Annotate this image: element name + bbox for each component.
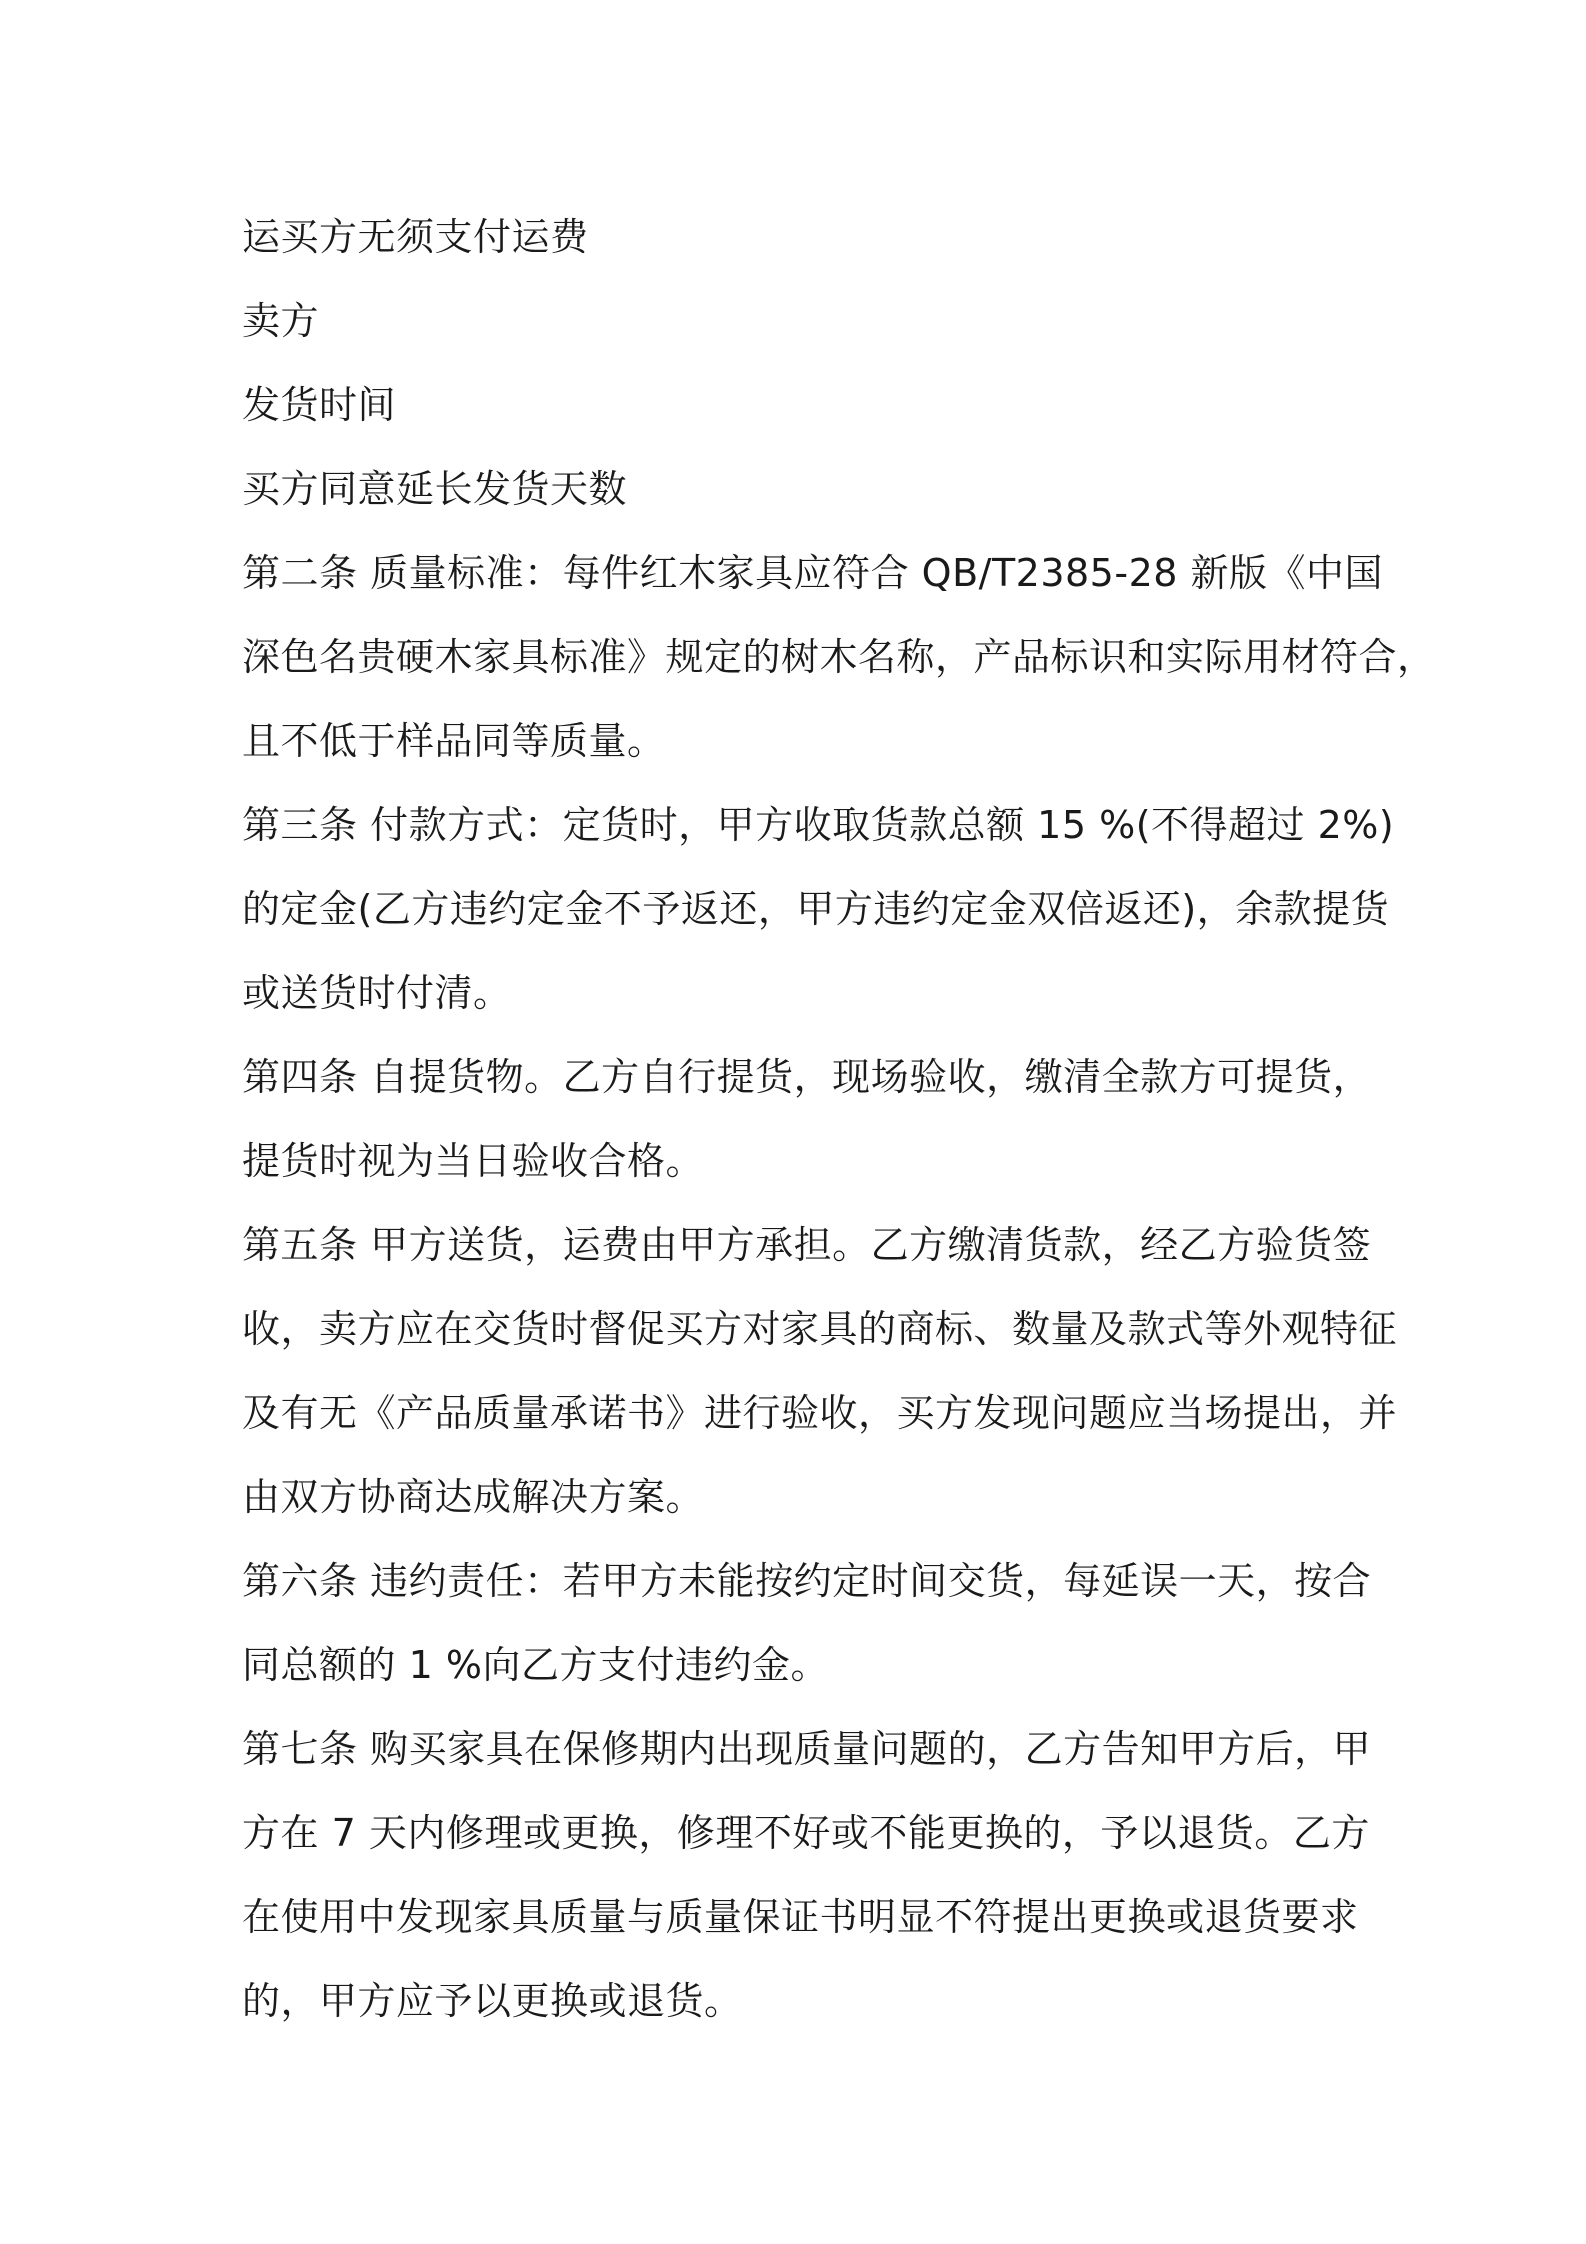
- clause-5-line-1: 第五条 甲方送货，运费由甲方承担。乙方缴清货款，经乙方验货签: [242, 1223, 1372, 1267]
- clause-2-line-2: 深色名贵硬木家具标准》规定的树木名称，产品标识和实际用材符合，: [242, 635, 1436, 679]
- clause-7-line-3: 在使用中发现家具质量与质量保证书明显不符提出更换或退货要求: [242, 1895, 1359, 1939]
- clause-4-line-1: 第四条 自提货物。乙方自行提货，现场验收，缴清全款方可提货，: [242, 1055, 1372, 1099]
- clause-7-line-4: 的，甲方应予以更换或退货。: [242, 1979, 743, 2023]
- clause-5-line-3: 及有无《产品质量承诺书》进行验收，买方发现问题应当场提出，并: [242, 1391, 1398, 1435]
- clause-2-line-3: 且不低于样品同等质量。: [242, 719, 666, 763]
- clause-6-line-1: 第六条 违约责任：若甲方未能按约定时间交货，每延误一天，按合: [242, 1559, 1372, 1603]
- clause-5-line-4: 由双方协商达成解决方案。: [242, 1475, 705, 1519]
- text-line-seller: 卖方: [242, 299, 320, 343]
- text-line-delivery-time: 发货时间: [242, 383, 397, 427]
- text-line-extend-days: 买方同意延长发货天数: [242, 467, 628, 511]
- clause-2-line-1: 第二条 质量标准：每件红木家具应符合 QB/T2385-28 新版《中国: [242, 551, 1384, 595]
- clause-5-line-2: 收，卖方应在交货时督促买方对家具的商标、数量及款式等外观特征: [242, 1307, 1398, 1351]
- text-line-shipping-fee: 运买方无须支付运费: [242, 215, 589, 259]
- document-body: [242, 195, 1436, 2043]
- clause-3-line-2: 的定金(乙方违约定金不予返还，甲方违约定金双倍返还)，余款提货: [242, 887, 1390, 931]
- clause-4-line-2: 提货时视为当日验收合格。: [242, 1139, 705, 1183]
- clause-7-line-1: 第七条 购买家具在保修期内出现质量问题的，乙方告知甲方后，甲: [242, 1727, 1372, 1771]
- clause-3-line-3: 或送货时付清。: [242, 971, 512, 1015]
- clause-3-line-1: 第三条 付款方式：定货时，甲方收取货款总额 15 %(不得超过 2%): [242, 803, 1395, 847]
- clause-7-line-2: 方在 7 天内修理或更换，修理不好或不能更换的，予以退货。乙方: [242, 1811, 1370, 1855]
- clause-6-line-2: 同总额的 1 %向乙方支付违约金。: [242, 1643, 829, 1687]
